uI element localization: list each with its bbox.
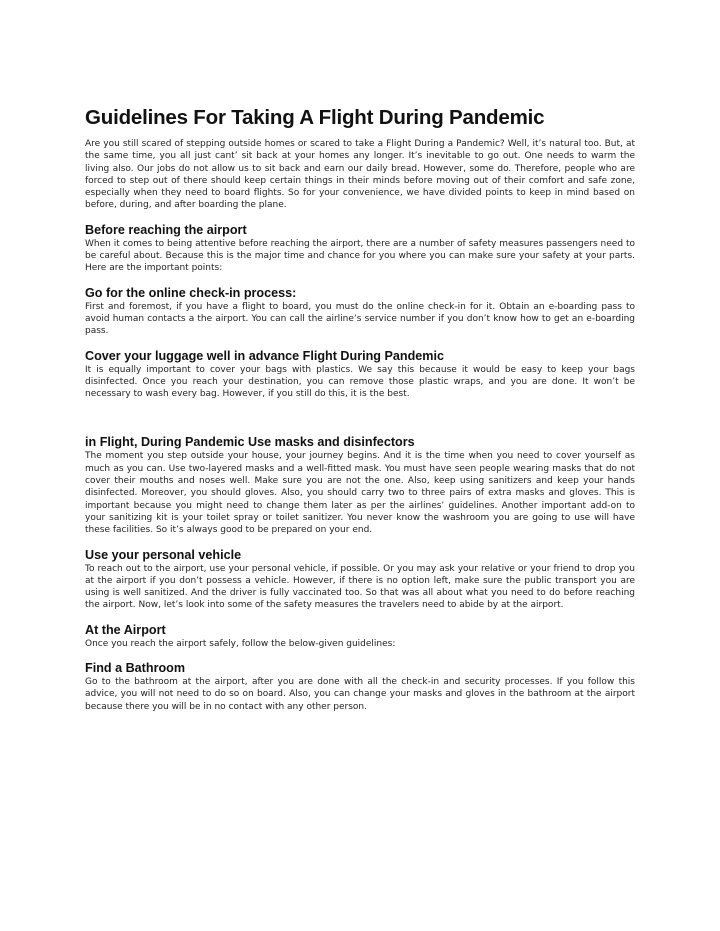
section-body: Go to the bathroom at the airport, after you are done with all the check-in and security processes. If you follow this advice, you will not need to do so on board. Also, you can change your masks and gloves in the bathroom at the airport because there you will be in no contact with any other person. [85, 677, 635, 712]
section-masks-disinfectors [85, 434, 635, 536]
section-body: When it comes to being attentive before reaching the airport, there are a number of safety measures passengers need to be careful about. Because this is the major time and chance for you where you can make sure your safety at your parts. Here are the important points: [85, 238, 635, 274]
section-heading: Find a Bathroom [85, 661, 186, 676]
section-cover-luggage [85, 348, 635, 401]
intro-paragraph: Are you still scared of stepping outside homes or scared to take a Flight During a Pandemic? Well, it’s natural too. But, at the same time, you all just cant’ sit back at your homes any longer. It’s inevitable to go out. One needs to warm the living also. Our jobs do not allow us to sit back and earn our daily bread. However, some do. Therefore, people who are forced to step out of there should keep certain things in their minds before moving out of their comfort and safe zone, especially when they need to board flights. So for your convenience, we have divided points to keep in mind based on before, during, and after boarding the plane. [85, 139, 635, 211]
section-at-the-airport [85, 622, 635, 650]
section-body: It is equally important to cover your bags with plastics. We say this because it would be easy to keep your bags disinfected. Once you reach your destination, you can remove those plastic wraps, and you are done. It won’t be necessary to wash every bag. However, if you still do this, it is the best. [85, 364, 635, 400]
section-find-bathroom [85, 660, 635, 713]
section-heading: Cover your luggage well in advance Flight During Pandemic [85, 348, 444, 363]
section-body: First and foremost, if you have a flight to board, you must do the online check-in for it. Obtain an e-boarding pass to avoid human contacts a the airport. You can call the airline’s service number if you don’t know how to get an e-boarding pass. [85, 301, 635, 337]
section-heading: in Flight, During Pandemic Use masks and disinfectors [85, 435, 415, 450]
section-personal-vehicle [85, 547, 635, 612]
section-body: The moment you step outside your house, your journey begins. And it is the time when you need to cover yourself as much as you can. Use two-layered masks and a well-fitted mask. You must have seen people wearing masks that do not cover their mouths and noses well. Make sure you are not the one. Also, keep using sanitizers and keep your hands disinfected. Moreover, you should gloves. Also, you should carry two to three pairs of extra masks and gloves. This is important because you might need to change them later as per the airlines’ guidelines. Another important add-on to your sanitizing kit is your toilet spray or toilet sanitizer. You never know the washroom you are going to use will have these facilities. So it’s always good to be prepared on your end. [85, 451, 635, 536]
section-body: To reach out to the airport, use your personal vehicle, if possible. Or you may ask your relative or your friend to drop you at the airport if you don’t possess a vehicle. However, if there is no option left, make sure the public transport you are using is well sanitized. And the driver is fully vaccinated too. So that was all about what you need to do before reaching the airport. Now, let’s look into some of the safety measures the travelers need to abide by at the airport. [85, 563, 635, 611]
section-heading: At the Airport [85, 622, 166, 637]
section-heading: Use your personal vehicle [85, 547, 242, 562]
section-heading: Before reaching the airport [85, 222, 247, 237]
section-before-reaching-airport [85, 222, 635, 275]
section-online-check-in [85, 285, 635, 338]
article-title: Guidelines For Taking A Flight During Pandemic [85, 106, 545, 129]
section-heading: Go for the online check-in process: [85, 285, 297, 300]
article [85, 104, 635, 713]
section-body: Once you reach the airport safely, follow the below-given guidelines: [85, 638, 396, 649]
